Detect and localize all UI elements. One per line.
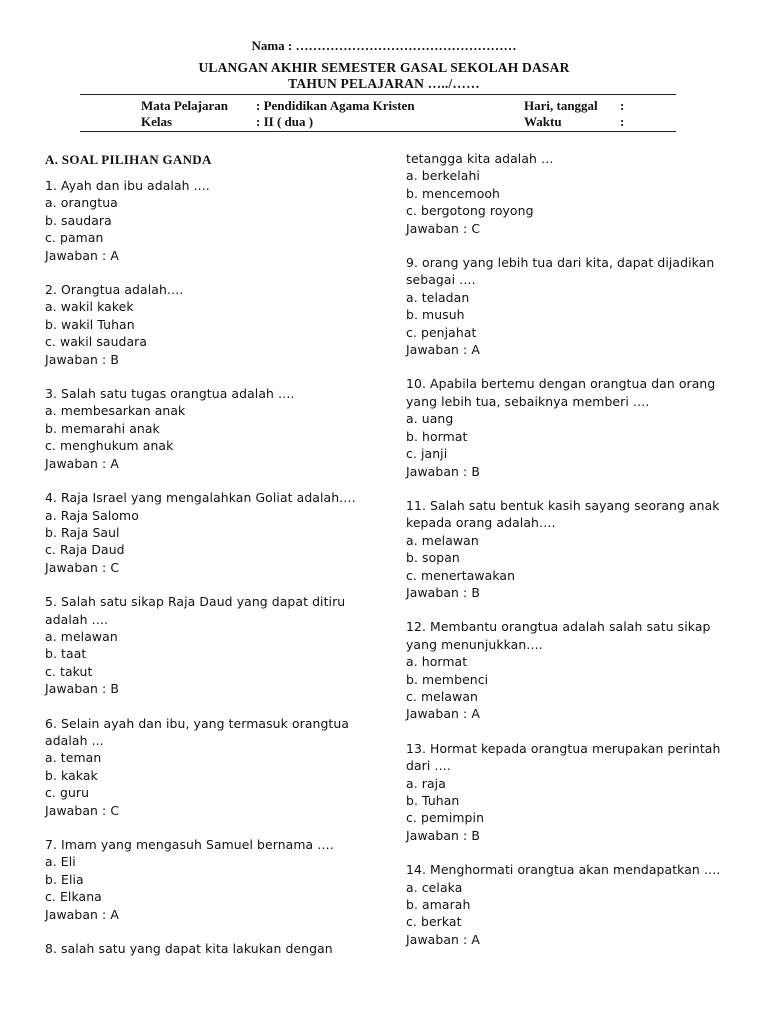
question-item	[406, 497, 726, 601]
left-column	[45, 152, 385, 974]
question-item	[406, 861, 726, 948]
question-text: 6. Selain ayah dan ibu, yang termasuk orangtua	[45, 715, 350, 731]
answer-option: c. paman	[45, 230, 104, 246]
answer-option: a. hormat	[406, 654, 468, 670]
answer-option: a. wakil kakek	[45, 299, 134, 315]
question-text: yang menunjukkan….	[406, 636, 543, 652]
question-text: sebagai ….	[406, 272, 476, 288]
answer-option: b. mencemooh	[406, 185, 501, 201]
answer-option: a. orangtua	[45, 195, 118, 211]
day-date-label: Hari, tanggal	[524, 98, 598, 113]
answer-option: a. raja	[406, 775, 446, 791]
answer-option: b. saudara	[45, 212, 112, 228]
question-item	[45, 715, 385, 819]
question-item	[406, 618, 726, 722]
question-item	[45, 385, 385, 472]
question-item	[45, 489, 385, 576]
answer-key: Jawaban : C	[45, 559, 120, 575]
answer-option: c. pemimpin	[406, 810, 485, 826]
answer-option: c. Raja Daud	[45, 542, 125, 558]
subject-label: Mata Pelajaran	[141, 98, 229, 113]
answer-option: a. berkelahi	[406, 168, 480, 184]
question-text: 7. Imam yang mengasuh Samuel bernama ….	[45, 837, 334, 852]
question-text: 4. Raja Israel yang mengalahkan Goliat adalah….	[45, 490, 356, 506]
question-text: 1. Ayah dan ibu adalah ....	[45, 178, 210, 193]
answer-option: a. teman	[45, 750, 102, 766]
question-list-left	[45, 177, 385, 957]
answer-option: a. celaka	[406, 879, 463, 895]
answer-key: Jawaban : A	[406, 706, 480, 722]
answer-key: Jawaban : A	[45, 455, 119, 471]
question-text: tetangga kita adalah …	[406, 151, 554, 166]
answer-option: b. kakak	[45, 767, 98, 783]
answer-option: a. melawan	[406, 532, 479, 548]
answer-option: b. Tuhan	[406, 793, 460, 808]
question-text: 5. Salah satu sikap Raja Daud yang dapat ditiru	[45, 594, 346, 610]
answer-key: Jawaban : A	[45, 247, 119, 263]
answer-option: a. teladan	[406, 289, 470, 305]
answer-option: c. menertawakan	[406, 567, 516, 583]
answer-option: b. musuh	[406, 307, 465, 323]
class-value: : II ( dua )	[256, 114, 314, 129]
question-item	[406, 740, 726, 844]
answer-option: a. membesarkan anak	[45, 403, 186, 419]
question-list-right	[406, 150, 726, 948]
question-item	[45, 593, 385, 697]
question-item	[406, 254, 726, 358]
question-text: 11. Salah satu bentuk kasih sayang seorang anak	[406, 497, 720, 513]
answer-option: b. hormat	[406, 428, 468, 444]
answer-option: b. memarahi anak	[45, 420, 160, 436]
answer-option: b. taat	[45, 646, 87, 662]
answer-option: c. wakil saudara	[45, 334, 148, 350]
answer-key: Jawaban : B	[406, 827, 480, 843]
answer-key: Jawaban : B	[406, 463, 480, 479]
question-item	[45, 281, 385, 368]
answer-option: c. berkat	[406, 914, 462, 930]
answer-option: a. Eli	[45, 854, 76, 870]
question-text: yang lebih tua, sebaiknya memberi ….	[406, 393, 650, 409]
answer-option: c. takut	[45, 663, 93, 679]
question-item	[45, 177, 385, 264]
time-label: Waktu	[524, 114, 562, 129]
question-text: 3. Salah satu tugas orangtua adalah ….	[45, 386, 295, 402]
question-text: 13. Hormat kepada orangtua merupakan perintah	[406, 740, 721, 756]
answer-option: c. bergotong royong	[406, 203, 534, 219]
day-date-value: :	[620, 98, 625, 113]
right-column	[406, 150, 726, 965]
question-item	[45, 940, 385, 957]
question-text: 10. Apabila bertemu dengan orangtua dan orang	[406, 376, 716, 392]
header-rule-top	[80, 94, 676, 95]
question-text: 2. Orangtua adalah….	[45, 282, 184, 298]
answer-option: c. melawan	[406, 688, 478, 704]
question-item	[406, 375, 726, 479]
question-text: adalah ...	[45, 732, 104, 748]
answer-key: Jawaban : B	[45, 351, 119, 367]
subject-value: : Pendidikan Agama Kristen	[256, 98, 415, 113]
class-label: Kelas	[141, 114, 173, 129]
answer-option: c. janji	[406, 446, 448, 462]
time-value: :	[620, 114, 625, 129]
answer-option: b. amarah	[406, 897, 471, 913]
answer-key: Jawaban : C	[406, 220, 481, 236]
exam-title: ULANGAN AKHIR SEMESTER GASAL SEKOLAH DASAR	[198, 60, 570, 75]
answer-key: Jawaban : A	[45, 906, 119, 922]
answer-key: Jawaban : A	[406, 342, 480, 358]
question-item	[45, 836, 385, 923]
name-field-line: Nama : ……………………………………………	[251, 38, 517, 53]
answer-key: Jawaban : B	[45, 681, 119, 697]
question-text: kepada orang adalah….	[406, 515, 556, 531]
question-item	[406, 150, 726, 237]
answer-option: b. Elia	[45, 871, 84, 887]
header-rule-bottom	[80, 131, 676, 132]
question-text: 12. Membantu orangtua adalah salah satu sikap	[406, 619, 711, 635]
answer-option: b. wakil Tuhan	[45, 316, 135, 332]
question-text: 9. orang yang lebih tua dari kita, dapat dijadikan	[406, 255, 715, 271]
answer-option: c. guru	[45, 785, 90, 801]
section-title: A. SOAL PILIHAN GANDA	[45, 152, 212, 167]
question-text: dari ….	[406, 758, 451, 774]
answer-option: c. penjahat	[406, 324, 477, 340]
school-year: TAHUN PELAJARAN …../……	[288, 76, 480, 91]
answer-option: b. Raja Saul	[45, 524, 120, 540]
answer-option: b. membenci	[406, 671, 489, 687]
answer-option: c. Elkana	[45, 889, 102, 905]
answer-option: a. melawan	[45, 628, 118, 644]
answer-key: Jawaban : C	[45, 802, 120, 818]
question-text: adalah ….	[45, 611, 109, 627]
answer-option: c. menghukum anak	[45, 438, 174, 454]
answer-option: a. uang	[406, 411, 454, 427]
answer-option: a. Raja Salomo	[45, 507, 139, 523]
answer-option: b. sopan	[406, 550, 460, 566]
answer-key: Jawaban : A	[406, 931, 480, 947]
question-text: 8. salah satu yang dapat kita lakukan dengan	[45, 941, 333, 957]
question-text: 14. Menghormati orangtua akan mendapatkan ….	[406, 862, 721, 878]
answer-key: Jawaban : B	[406, 584, 480, 600]
